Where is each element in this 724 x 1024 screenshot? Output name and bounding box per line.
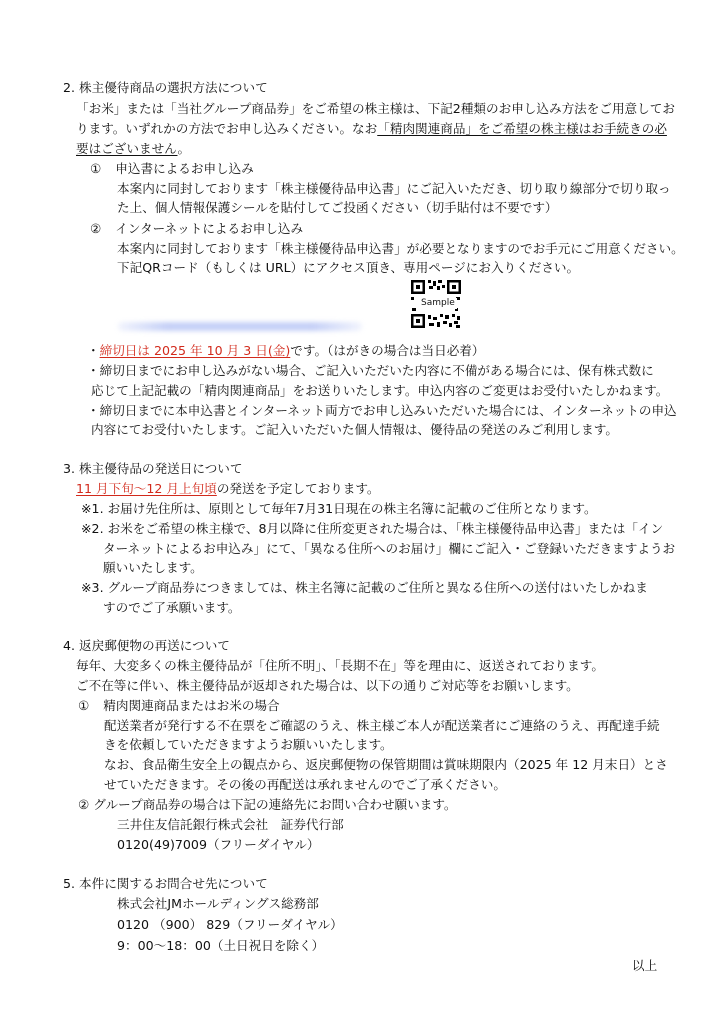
section-2-paragraph-line: ります。いずれかの方法でお申し込みください。なお「精肉関連商品」をご希望の株主様はお手続きの必 xyxy=(76,121,667,136)
section-4-paragraph-line: 毎年、大変多くの株主優待品が「住所不明」、「長期不在」等を理由に、返送されております。 xyxy=(76,658,604,673)
caution-1: ※1. お届け先住所は、原則として毎年7月31日現在の株主名簿に記載のご住所となります。 xyxy=(81,501,597,516)
method-1-text: た上、個人情報保護シールを貼付してご投函ください（切手貼付は不要です） xyxy=(117,200,558,215)
caution-2: ※2. お米をご希望の株主様で、8月以降に住所変更された場合は、「株主様優待品申込書」または「イン xyxy=(81,521,664,536)
shipping-date: 11 月下旬～12 月上旬頃 xyxy=(76,481,217,496)
caution-3: すのでご了承願います。 xyxy=(103,600,241,615)
return-case-1-text: 配送業者が発行する不在票をご確認のうえ、株主様ご本人が配送業者にご連絡のうえ、再配達手続 xyxy=(104,718,660,733)
deadline-date: 締切日は 2025 年 10 月 3 日(金) xyxy=(99,343,291,358)
caution-2: ターネットによるお申込み」にて、「異なる住所へのお届け」欄にご記入・ご登録いただきますようお xyxy=(103,541,676,556)
section-5-heading: 5. 本件に関するお問合せ先について xyxy=(63,876,268,891)
return-case-1-text: せていただきます。その後の再配送は承れませんのでご了承ください。 xyxy=(104,777,506,792)
closing-mark: 以上 xyxy=(632,958,658,973)
contact-phone: 0120(49)7009（フリーダイヤル） xyxy=(117,837,320,852)
method-2-title: ② インターネットによるお申し込み xyxy=(90,221,304,236)
inquiry-org: 株式会社JMホールディングス総務部 xyxy=(117,896,319,911)
qr-code-icon[interactable] xyxy=(410,279,462,329)
section-2-paragraph-line: 「お米」または「当社グループ商品券」をご希望の株主様は、下記2種類のお申し込み方法をご用意してお xyxy=(76,101,675,116)
circled-number-1: ① xyxy=(90,161,102,176)
inquiry-phone: 0120 （900） 829（フリーダイヤル） xyxy=(117,917,343,932)
shipping-date-line: 11 月下旬～12 月上旬頃の発送を予定しております。 xyxy=(76,481,380,496)
caution-2: 願いいたします。 xyxy=(103,560,203,575)
method-1-title: ① 申込書によるお申し込み xyxy=(90,161,254,176)
section-2-paragraph-line: 要はございません。 xyxy=(76,141,191,156)
caution-3: ※3. グループ商品券につきましては、株主名簿に記載のご住所と異なる住所への送付はいたしかねま xyxy=(81,580,648,595)
section-2-heading: 2. 株主優待商品の選択方法について xyxy=(63,80,268,95)
qr-sample-label: Sample xyxy=(421,298,455,308)
section-3-heading: 3. 株主優待品の発送日について xyxy=(63,461,243,476)
deadline-line: ・締切日は 2025 年 10 月 3 日(金)です。（はがきの場合は当日必着） xyxy=(87,343,485,358)
section-4-heading: 4. 返戻郵便物の再送について xyxy=(63,638,230,653)
return-case-1-text: なお、食品衛生安全上の観点から、返戻郵便物の保管期間は賞味期限内（2025 年 12 月末日）とさ xyxy=(104,757,668,772)
no-procedure-note: 要はございません xyxy=(76,141,178,156)
note-line: 応じて上記記載の「精肉関連商品」をお送りいたします。申込内容のご変更はお受付いたしかねます。 xyxy=(91,383,669,398)
note-line: ・締切日までに本申込書とインターネット両方でお申し込みいただいた場合には、インターネットの申込 xyxy=(87,403,677,418)
return-case-1-text: きを依頼していただきますようお願いいたします。 xyxy=(104,737,393,752)
inquiry-hours: 9：00～18：00（土日祝日を除く） xyxy=(117,938,325,953)
contact-org: 三井住友信託銀行株式会社 証券代行部 xyxy=(117,817,344,832)
meat-products-note: 「精肉関連商品」をご希望の株主様はお手続きの必 xyxy=(377,121,667,136)
method-2-text: 本案内に同封しております「株主様優待品申込書」が必要となりますのでお手元にご用意ください。 xyxy=(117,241,684,256)
circled-number-2: ② xyxy=(90,221,102,236)
circled-number-1: ① xyxy=(78,698,90,713)
note-line: ・締切日までにお申し込みがない場合、ご記入いただいた内容に不備がある場合には、保有株式数に xyxy=(87,363,654,378)
note-line: 内容にてお受付いたします。ご記入いただいた個人情報は、優待品の発送のみご利用します。 xyxy=(91,422,618,437)
return-case-1-title: ① 精肉関連商品またはお米の場合 xyxy=(78,698,280,713)
method-1-text: 本案内に同封しております「株主様優待品申込書」にご記入いただき、切り取り線部分で切り取っ xyxy=(117,181,671,196)
return-case-2-title: ② グループ商品券の場合は下記の連絡先にお問い合わせ願います。 xyxy=(78,797,457,812)
section-4-paragraph-line: ご不在等に伴い、株主優待品が返却された場合は、以下の通りご対応等をお願いします。 xyxy=(76,678,579,693)
circled-number-2: ② xyxy=(78,797,90,812)
method-2-text: 下記QRコード（もしくは URL）にアクセス頂き、専用ページにお入りください。 xyxy=(117,260,580,275)
blurred-url-link[interactable] xyxy=(118,322,362,331)
